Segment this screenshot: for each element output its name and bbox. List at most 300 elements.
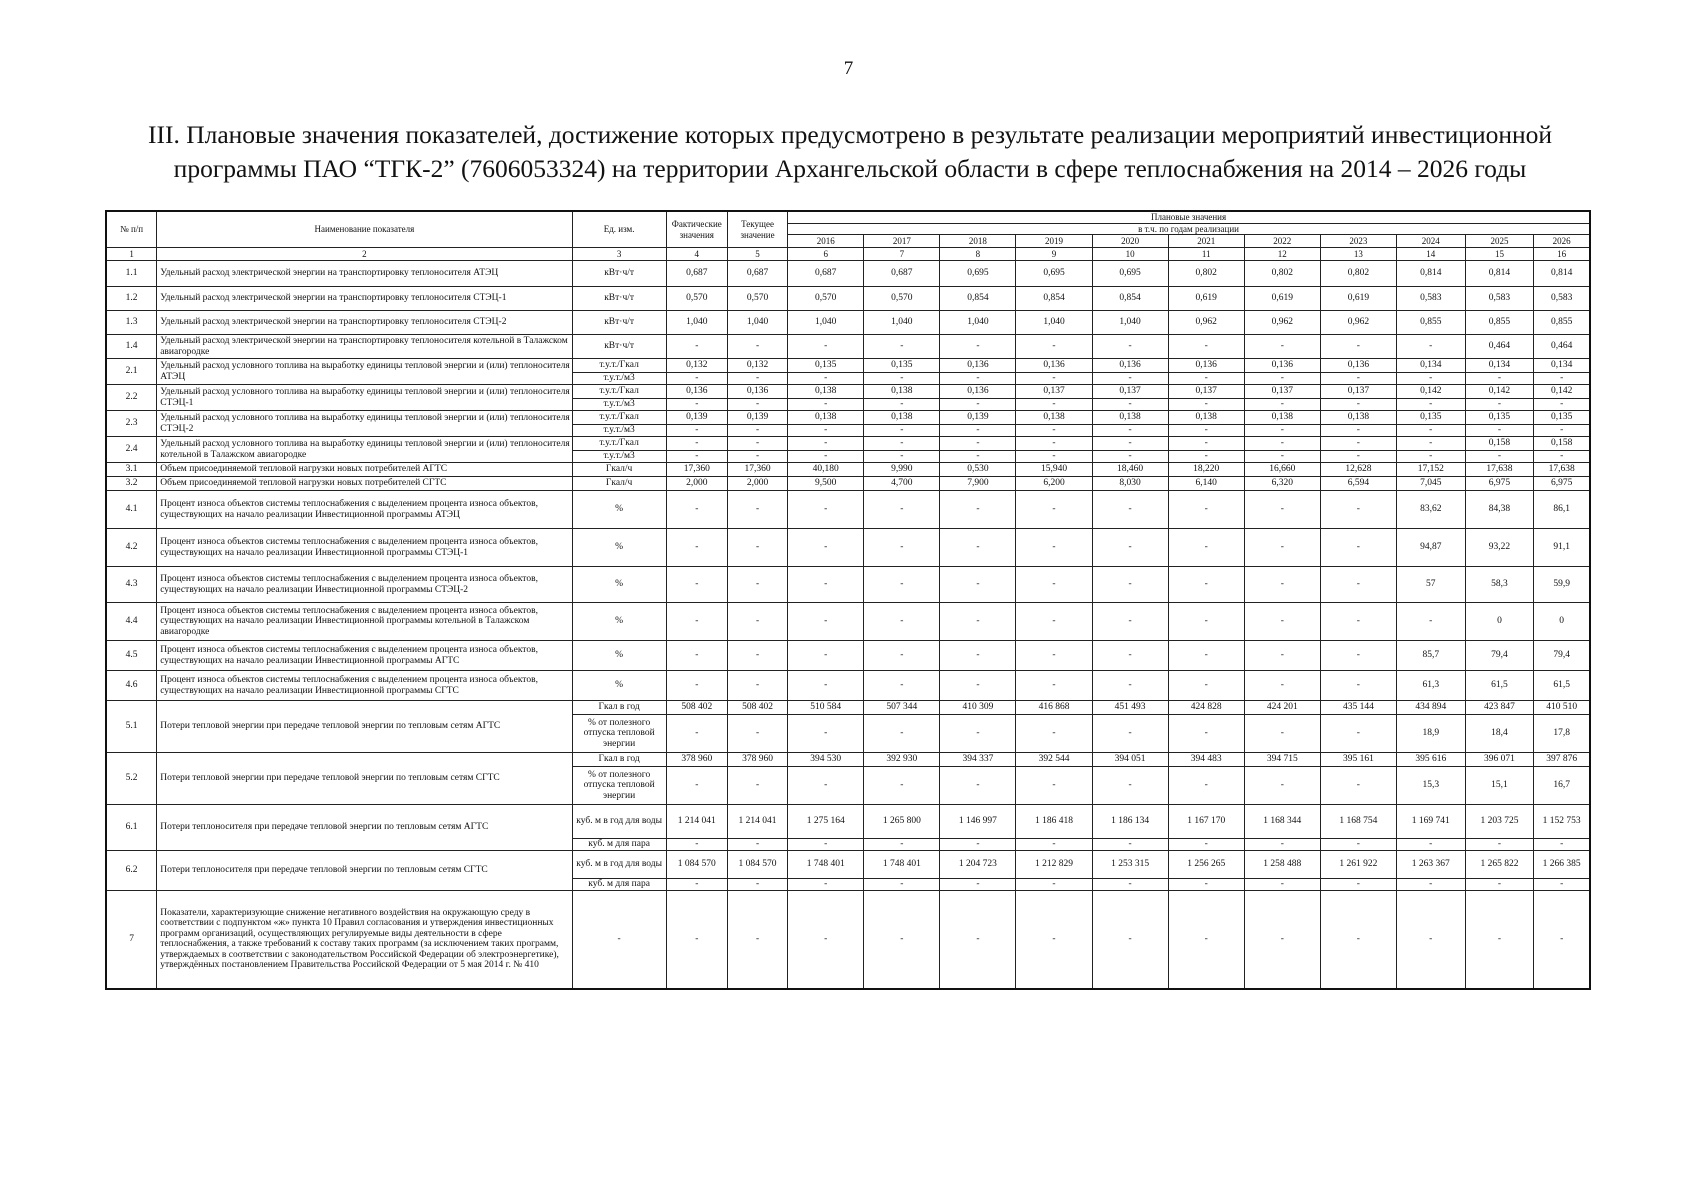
- value-cell: -: [940, 839, 1016, 851]
- value-cell: -: [788, 451, 864, 463]
- table-row: [106, 311, 1590, 335]
- value-cell: 0,136: [1092, 359, 1168, 373]
- value-cell: -: [727, 839, 787, 851]
- value-cell: -: [940, 767, 1016, 805]
- value-cell: -: [1092, 529, 1168, 567]
- value-cell: -: [864, 373, 940, 385]
- value-cell: -: [1168, 671, 1244, 701]
- value-cell: 18,9: [1396, 715, 1465, 753]
- unit-cell: т.у.т./м3: [572, 399, 666, 411]
- value-cell: -: [940, 335, 1016, 359]
- value-cell: 1 084 570: [727, 851, 787, 879]
- value-cell: -: [666, 437, 727, 451]
- value-cell: 17,152: [1396, 463, 1465, 477]
- unit-cell: куб. м для пара: [572, 839, 666, 851]
- value-cell: -: [940, 879, 1016, 891]
- value-cell: -: [1320, 839, 1396, 851]
- value-cell: 0,136: [1244, 359, 1320, 373]
- value-cell: 510 584: [788, 701, 864, 715]
- indicator-name: Процент износа объектов системы теплоснабжения с выделением процента износа объектов, существующих на начало реализации Инвестиционной программы котельной в Талажском авиагородке: [157, 603, 572, 641]
- value-cell: 0,158: [1534, 437, 1590, 451]
- value-cell: 40,180: [788, 463, 864, 477]
- row-number: 4.1: [106, 491, 157, 529]
- value-cell: -: [788, 491, 864, 529]
- row-number: 1.3: [106, 311, 157, 335]
- value-cell: 57: [1396, 567, 1465, 603]
- value-cell: 0,854: [1016, 287, 1092, 311]
- value-cell: 1 152 753: [1534, 805, 1590, 839]
- value-cell: 0,583: [1534, 287, 1590, 311]
- column-number: 4: [666, 248, 727, 261]
- value-cell: -: [727, 715, 787, 753]
- document-title: [100, 118, 1600, 186]
- value-cell: 1,040: [864, 311, 940, 335]
- value-cell: 1 084 570: [666, 851, 727, 879]
- table-row: [106, 603, 1590, 641]
- value-cell: 0: [1534, 603, 1590, 641]
- unit-cell: Гкал в год: [572, 701, 666, 715]
- value-cell: 0,802: [1320, 261, 1396, 287]
- unit-cell: %: [572, 603, 666, 641]
- unit-cell: Гкал/ч: [572, 463, 666, 477]
- value-cell: 0,138: [788, 385, 864, 399]
- value-cell: 394 051: [1092, 753, 1168, 767]
- table-row: [106, 491, 1590, 529]
- indicators-table: [105, 210, 1591, 990]
- value-cell: 1 748 401: [788, 851, 864, 879]
- value-cell: 1 266 385: [1534, 851, 1590, 879]
- value-cell: -: [727, 603, 787, 641]
- column-number: 8: [940, 248, 1016, 261]
- value-cell: -: [1396, 335, 1465, 359]
- unit-cell: кВт·ч/т: [572, 261, 666, 287]
- value-cell: -: [940, 567, 1016, 603]
- value-cell: 0,136: [1168, 359, 1244, 373]
- value-cell: -: [1168, 767, 1244, 805]
- value-cell: -: [1465, 451, 1534, 463]
- value-cell: 1 146 997: [940, 805, 1016, 839]
- header-year: 2021: [1168, 235, 1244, 248]
- value-cell: 424 201: [1244, 701, 1320, 715]
- value-cell: -: [1092, 425, 1168, 437]
- value-cell: -: [788, 879, 864, 891]
- row-number: 2.1: [106, 359, 157, 385]
- value-cell: -: [1016, 529, 1092, 567]
- value-cell: -: [727, 641, 787, 671]
- value-cell: -: [864, 399, 940, 411]
- value-cell: 0,134: [1465, 359, 1534, 373]
- column-number: 14: [1396, 248, 1465, 261]
- value-cell: -: [1320, 529, 1396, 567]
- value-cell: 1 186 134: [1092, 805, 1168, 839]
- value-cell: 394 530: [788, 753, 864, 767]
- value-cell: -: [788, 437, 864, 451]
- value-cell: 1 214 041: [666, 805, 727, 839]
- row-number: 6.1: [106, 805, 157, 851]
- value-cell: 395 616: [1396, 753, 1465, 767]
- value-cell: 394 715: [1244, 753, 1320, 767]
- value-cell: 0,530: [940, 463, 1016, 477]
- value-cell: -: [1244, 437, 1320, 451]
- value-cell: -: [864, 767, 940, 805]
- value-cell: -: [666, 767, 727, 805]
- value-cell: -: [788, 335, 864, 359]
- value-cell: 0,855: [1534, 311, 1590, 335]
- column-number: 7: [864, 248, 940, 261]
- value-cell: 17,638: [1465, 463, 1534, 477]
- value-cell: 508 402: [727, 701, 787, 715]
- table-row: [106, 261, 1590, 287]
- value-cell: 83,62: [1396, 491, 1465, 529]
- table-row: [106, 701, 1590, 715]
- value-cell: 1 256 265: [1168, 851, 1244, 879]
- value-cell: 7,045: [1396, 477, 1465, 491]
- unit-cell: кВт·ч/т: [572, 287, 666, 311]
- value-cell: -: [788, 373, 864, 385]
- row-number: 2.4: [106, 437, 157, 463]
- value-cell: -: [1320, 425, 1396, 437]
- unit-cell: т.у.т./м3: [572, 451, 666, 463]
- value-cell: 17,8: [1534, 715, 1590, 753]
- row-number: 4.4: [106, 603, 157, 641]
- value-cell: -: [666, 567, 727, 603]
- value-cell: 0,142: [1534, 385, 1590, 399]
- value-cell: 0,136: [940, 385, 1016, 399]
- header-current: Текущее значение: [727, 211, 787, 248]
- table-row: [106, 529, 1590, 567]
- value-cell: 1 258 488: [1244, 851, 1320, 879]
- value-cell: -: [940, 451, 1016, 463]
- value-cell: -: [1168, 451, 1244, 463]
- value-cell: 410 510: [1534, 701, 1590, 715]
- value-cell: -: [864, 715, 940, 753]
- value-cell: -: [788, 399, 864, 411]
- value-cell: 0,687: [666, 261, 727, 287]
- value-cell: -: [1320, 603, 1396, 641]
- row-number: 3.1: [106, 463, 157, 477]
- column-number: 9: [1016, 248, 1092, 261]
- value-cell: -: [1244, 335, 1320, 359]
- value-cell: -: [864, 491, 940, 529]
- value-cell: -: [666, 529, 727, 567]
- row-number: 4.6: [106, 671, 157, 701]
- value-cell: -: [1320, 891, 1396, 989]
- indicator-name: Процент износа объектов системы теплоснабжения с выделением процента износа объектов, существующих на начало реализации Инвестиционной программы СГТС: [157, 671, 572, 701]
- value-cell: -: [1534, 399, 1590, 411]
- value-cell: -: [1016, 879, 1092, 891]
- header-year: 2024: [1396, 235, 1465, 248]
- value-cell: 17,360: [666, 463, 727, 477]
- value-cell: -: [1092, 567, 1168, 603]
- value-cell: 0,619: [1244, 287, 1320, 311]
- indicator-name: Объем присоединяемой тепловой нагрузки новых потребителей СГТС: [157, 477, 572, 491]
- indicator-name: Удельный расход условного топлива на выработку единицы тепловой энергии и (или) теплоносителя СТЭЦ-1: [157, 385, 572, 411]
- value-cell: 2,000: [666, 477, 727, 491]
- unit-cell: %: [572, 529, 666, 567]
- value-cell: 0,814: [1465, 261, 1534, 287]
- value-cell: -: [788, 767, 864, 805]
- table-row: [106, 411, 1590, 425]
- column-number: 5: [727, 248, 787, 261]
- row-number: 1.4: [106, 335, 157, 359]
- value-cell: 1 168 344: [1244, 805, 1320, 839]
- value-cell: 0,802: [1168, 261, 1244, 287]
- value-cell: -: [864, 839, 940, 851]
- value-cell: -: [1244, 399, 1320, 411]
- value-cell: 451 493: [1092, 701, 1168, 715]
- value-cell: 58,3: [1465, 567, 1534, 603]
- header-year: 2023: [1320, 235, 1396, 248]
- value-cell: 94,87: [1396, 529, 1465, 567]
- table-row: [106, 463, 1590, 477]
- value-cell: 0,135: [788, 359, 864, 373]
- value-cell: -: [1244, 767, 1320, 805]
- header-fact: Фактические значения: [666, 211, 727, 248]
- value-cell: -: [1092, 373, 1168, 385]
- indicator-name: Процент износа объектов системы теплоснабжения с выделением процента износа объектов, существующих на начало реализации Инвестиционной программы СТЭЦ-2: [157, 567, 572, 603]
- value-cell: 0,136: [1016, 359, 1092, 373]
- value-cell: -: [1016, 335, 1092, 359]
- value-cell: -: [1396, 879, 1465, 891]
- value-cell: -: [1465, 373, 1534, 385]
- unit-cell: куб. м в год для воды: [572, 805, 666, 839]
- value-cell: -: [666, 891, 727, 989]
- value-cell: -: [1465, 879, 1534, 891]
- value-cell: 61,5: [1534, 671, 1590, 701]
- indicator-name: Удельный расход условного топлива на выработку единицы тепловой энергии и (или) теплоносителя СТЭЦ-2: [157, 411, 572, 437]
- unit-cell: -: [572, 891, 666, 989]
- value-cell: 0,962: [1168, 311, 1244, 335]
- column-number: 10: [1092, 248, 1168, 261]
- row-number: 4.5: [106, 641, 157, 671]
- value-cell: -: [1534, 891, 1590, 989]
- value-cell: -: [1244, 373, 1320, 385]
- value-cell: -: [1320, 491, 1396, 529]
- value-cell: 0,138: [788, 411, 864, 425]
- value-cell: 93,22: [1465, 529, 1534, 567]
- value-cell: -: [666, 879, 727, 891]
- value-cell: 0,802: [1244, 261, 1320, 287]
- value-cell: 0,464: [1465, 335, 1534, 359]
- header-planned: Плановые значения: [788, 211, 1590, 223]
- value-cell: -: [1244, 603, 1320, 641]
- value-cell: -: [666, 603, 727, 641]
- column-number: 3: [572, 248, 666, 261]
- value-cell: -: [727, 891, 787, 989]
- value-cell: 392 544: [1016, 753, 1092, 767]
- value-cell: -: [1396, 373, 1465, 385]
- value-cell: -: [864, 529, 940, 567]
- value-cell: -: [1016, 491, 1092, 529]
- value-cell: -: [788, 641, 864, 671]
- value-cell: 508 402: [666, 701, 727, 715]
- value-cell: -: [1320, 373, 1396, 385]
- value-cell: -: [940, 671, 1016, 701]
- value-cell: -: [1016, 671, 1092, 701]
- value-cell: 79,4: [1465, 641, 1534, 671]
- value-cell: 423 847: [1465, 701, 1534, 715]
- value-cell: 6,320: [1244, 477, 1320, 491]
- value-cell: 0,687: [788, 261, 864, 287]
- value-cell: -: [788, 671, 864, 701]
- indicator-name: Удельный расход электрической энергии на транспортировку теплоносителя котельной в Талажском авиагородке: [157, 335, 572, 359]
- value-cell: -: [1168, 399, 1244, 411]
- unit-cell: т.у.т./м3: [572, 425, 666, 437]
- value-cell: -: [1016, 451, 1092, 463]
- row-number: 2.3: [106, 411, 157, 437]
- header-year: 2025: [1465, 235, 1534, 248]
- row-number: 3.2: [106, 477, 157, 491]
- value-cell: 6,594: [1320, 477, 1396, 491]
- value-cell: -: [727, 529, 787, 567]
- row-number: 5.2: [106, 753, 157, 805]
- title-line-1: III. Плановые значения показателей, достижение которых предусмотрено в результате реализации мероприятий инвестиционной: [147, 120, 1553, 149]
- value-cell: -: [864, 603, 940, 641]
- value-cell: 79,4: [1534, 641, 1590, 671]
- value-cell: 0,583: [1465, 287, 1534, 311]
- value-cell: 0,142: [1465, 385, 1534, 399]
- value-cell: 0,135: [1465, 411, 1534, 425]
- value-cell: 17,638: [1534, 463, 1590, 477]
- indicator-name: Удельный расход электрической энергии на транспортировку теплоносителя СТЭЦ-2: [157, 311, 572, 335]
- row-number: 4.3: [106, 567, 157, 603]
- column-number: 15: [1465, 248, 1534, 261]
- value-cell: 1 214 041: [727, 805, 787, 839]
- value-cell: 84,38: [1465, 491, 1534, 529]
- value-cell: 0,136: [1320, 359, 1396, 373]
- value-cell: -: [1396, 891, 1465, 989]
- unit-cell: т.у.т./Гкал: [572, 385, 666, 399]
- value-cell: 0,138: [864, 411, 940, 425]
- value-cell: 0,134: [1534, 359, 1590, 373]
- page-number: 7: [843, 58, 854, 79]
- value-cell: 0,135: [1396, 411, 1465, 425]
- value-cell: -: [1016, 715, 1092, 753]
- table-row: [106, 805, 1590, 839]
- value-cell: -: [666, 491, 727, 529]
- value-cell: 0,158: [1465, 437, 1534, 451]
- header-row: [106, 211, 1590, 223]
- value-cell: 61,3: [1396, 671, 1465, 701]
- value-cell: 1,040: [1092, 311, 1168, 335]
- value-cell: 0,814: [1396, 261, 1465, 287]
- table-row: [106, 851, 1590, 879]
- value-cell: 59,9: [1534, 567, 1590, 603]
- value-cell: -: [1534, 451, 1590, 463]
- value-cell: -: [940, 529, 1016, 567]
- value-cell: 6,975: [1465, 477, 1534, 491]
- table-row: [106, 359, 1590, 373]
- value-cell: 61,5: [1465, 671, 1534, 701]
- value-cell: 435 144: [1320, 701, 1396, 715]
- value-cell: 0,962: [1244, 311, 1320, 335]
- value-cell: 0,855: [1396, 311, 1465, 335]
- value-cell: -: [864, 335, 940, 359]
- value-cell: -: [727, 373, 787, 385]
- value-cell: -: [864, 567, 940, 603]
- indicator-name: Процент износа объектов системы теплоснабжения с выделением процента износа объектов, существующих на начало реализации Инвестиционной программы СТЭЦ-1: [157, 529, 572, 567]
- row-number: 5.1: [106, 701, 157, 753]
- value-cell: 0,687: [864, 261, 940, 287]
- unit-cell: %: [572, 671, 666, 701]
- value-cell: 1,040: [1016, 311, 1092, 335]
- value-cell: 0,139: [940, 411, 1016, 425]
- value-cell: -: [788, 425, 864, 437]
- value-cell: -: [666, 715, 727, 753]
- value-cell: 0,570: [727, 287, 787, 311]
- value-cell: -: [940, 425, 1016, 437]
- value-cell: 9,990: [864, 463, 940, 477]
- value-cell: 416 868: [1016, 701, 1092, 715]
- value-cell: 1 263 367: [1396, 851, 1465, 879]
- value-cell: 0,138: [1016, 411, 1092, 425]
- value-cell: -: [1396, 451, 1465, 463]
- value-cell: -: [1092, 671, 1168, 701]
- value-cell: 1 167 170: [1168, 805, 1244, 839]
- value-cell: -: [788, 567, 864, 603]
- value-cell: -: [1534, 373, 1590, 385]
- column-number: 1: [106, 248, 157, 261]
- value-cell: -: [1465, 425, 1534, 437]
- value-cell: 0,136: [666, 385, 727, 399]
- value-cell: -: [1320, 879, 1396, 891]
- value-cell: 6,200: [1016, 477, 1092, 491]
- value-cell: 0,695: [1092, 261, 1168, 287]
- column-number: 16: [1534, 248, 1590, 261]
- value-cell: 1 253 315: [1092, 851, 1168, 879]
- value-cell: 8,030: [1092, 477, 1168, 491]
- value-cell: 507 344: [864, 701, 940, 715]
- value-cell: -: [1168, 373, 1244, 385]
- value-cell: -: [1534, 879, 1590, 891]
- value-cell: -: [727, 879, 787, 891]
- value-cell: -: [727, 335, 787, 359]
- value-cell: -: [1016, 567, 1092, 603]
- value-cell: 1 169 741: [1396, 805, 1465, 839]
- value-cell: -: [1320, 715, 1396, 753]
- value-cell: 0,137: [1320, 385, 1396, 399]
- header-num: № п/п: [106, 211, 157, 248]
- value-cell: -: [1244, 451, 1320, 463]
- unit-cell: т.у.т./м3: [572, 373, 666, 385]
- value-cell: -: [1244, 425, 1320, 437]
- value-cell: -: [727, 451, 787, 463]
- value-cell: -: [1092, 603, 1168, 641]
- value-cell: -: [1244, 529, 1320, 567]
- header-name: Наименование показателя: [157, 211, 572, 248]
- value-cell: 12,628: [1320, 463, 1396, 477]
- value-cell: 0,619: [1320, 287, 1396, 311]
- indicator-name: Потери тепловой энергии при передаче тепловой энергии по тепловым сетям АГТС: [157, 701, 572, 753]
- value-cell: 0,132: [727, 359, 787, 373]
- value-cell: 15,940: [1016, 463, 1092, 477]
- value-cell: -: [666, 399, 727, 411]
- value-cell: -: [1244, 567, 1320, 603]
- value-cell: -: [1168, 335, 1244, 359]
- value-cell: -: [940, 715, 1016, 753]
- value-cell: -: [864, 879, 940, 891]
- value-cell: -: [727, 437, 787, 451]
- value-cell: 18,460: [1092, 463, 1168, 477]
- row-number: 2.2: [106, 385, 157, 411]
- value-cell: 2,000: [727, 477, 787, 491]
- header-year: 2019: [1016, 235, 1092, 248]
- value-cell: -: [666, 335, 727, 359]
- value-cell: -: [727, 425, 787, 437]
- value-cell: 424 828: [1168, 701, 1244, 715]
- value-cell: 0,136: [940, 359, 1016, 373]
- value-cell: -: [666, 451, 727, 463]
